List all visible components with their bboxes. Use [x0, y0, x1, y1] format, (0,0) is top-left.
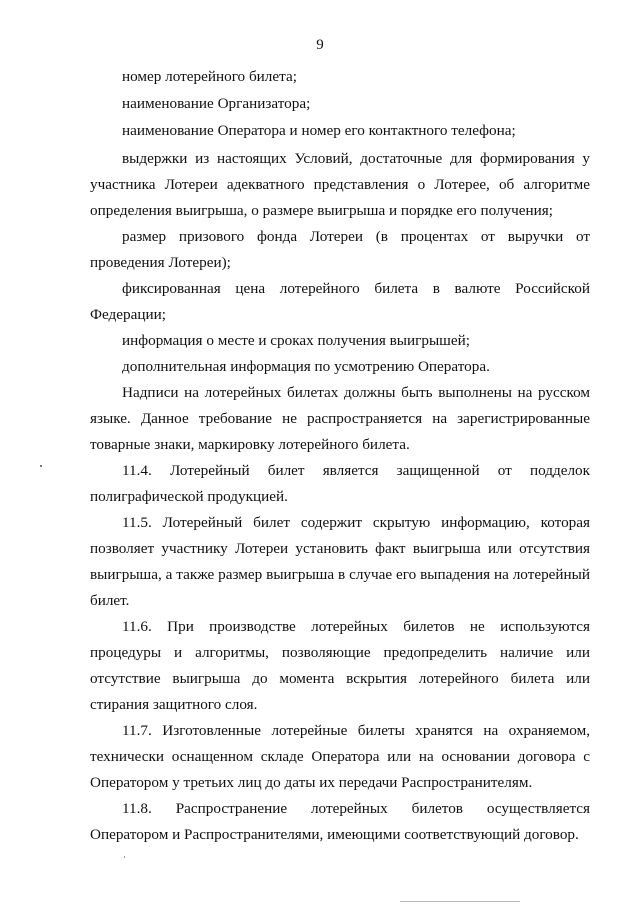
list-item [90, 224, 590, 276]
list-item-text: информация о месте и сроках получения выигрышей; [122, 332, 470, 349]
list-item [90, 146, 590, 224]
section-11-4 [90, 458, 590, 510]
list-item [90, 64, 590, 90]
paragraph-text: 11.4. Лотерейный билет является защищенной от подделок полиграфической продукцией. [90, 462, 590, 505]
paragraph-text: 11.6. При производстве лотерейных билетов не используются процедуры и алгоритмы, позволяющие предопределить наличие или отсутствие выигрыша до момента вскрытия лотерейного билета или стирания защитного слоя. [90, 618, 590, 713]
list-item-text: размер призового фонда Лотереи (в процентах от выручки от проведения Лотереи); [90, 228, 590, 271]
paragraph-text: 11.5. Лотерейный билет содержит скрытую информацию, которая позволяет участнику Лотереи установить факт выигрыша или отсутствия выигрыша, а также размер выигрыша в случае его выпадения на лотерейный билет. [90, 514, 590, 609]
list-item-text: наименование Организатора; [122, 95, 311, 112]
list-item-text: наименование Оператора и номер его контактного телефона; [122, 122, 516, 139]
paragraph-text: 11.7. Изготовленные лотерейные билеты хранятся на охраняемом, технически оснащенном складе Оператора или на основании договора с Оператором у третьих лиц до даты их передачи Распространителям. [90, 722, 590, 791]
list-item [90, 91, 590, 117]
list-item [90, 328, 590, 354]
section-11-7 [90, 718, 590, 796]
list-item-text: номер лотерейного билета; [122, 68, 297, 85]
scan-dot [124, 856, 125, 858]
paragraph-text: 11.8. Распространение лотерейных билетов осуществляется Оператором и Распространителями, имеющими соответствующий договор. [90, 800, 590, 843]
scan-edge-speckle [400, 901, 520, 902]
section-11-8 [90, 796, 590, 848]
list-item [90, 276, 590, 328]
list-item-text: выдержки из настоящих Условий, достаточные для формирования у участника Лотереи адекватного представления о Лотерее, об алгоритме определения выигрыша, о размере выигрыша и порядке его получения; [90, 150, 590, 219]
body-paragraph [90, 380, 590, 458]
list-item [90, 354, 590, 380]
list-item [90, 118, 590, 144]
page-number: 9 [316, 37, 324, 53]
list-item-text: дополнительная информация по усмотрению Оператора. [122, 358, 490, 375]
section-11-5 [90, 510, 590, 614]
section-11-6 [90, 614, 590, 718]
scan-dot [40, 465, 42, 467]
paragraph-text: Надписи на лотерейных билетах должны быть выполнены на русском языке. Данное требование не распространяется на зарегистрированные товарные знаки, маркировку лотерейного билета. [90, 384, 590, 453]
list-item-text: фиксированная цена лотерейного билета в валюте Российской Федерации; [90, 280, 590, 323]
